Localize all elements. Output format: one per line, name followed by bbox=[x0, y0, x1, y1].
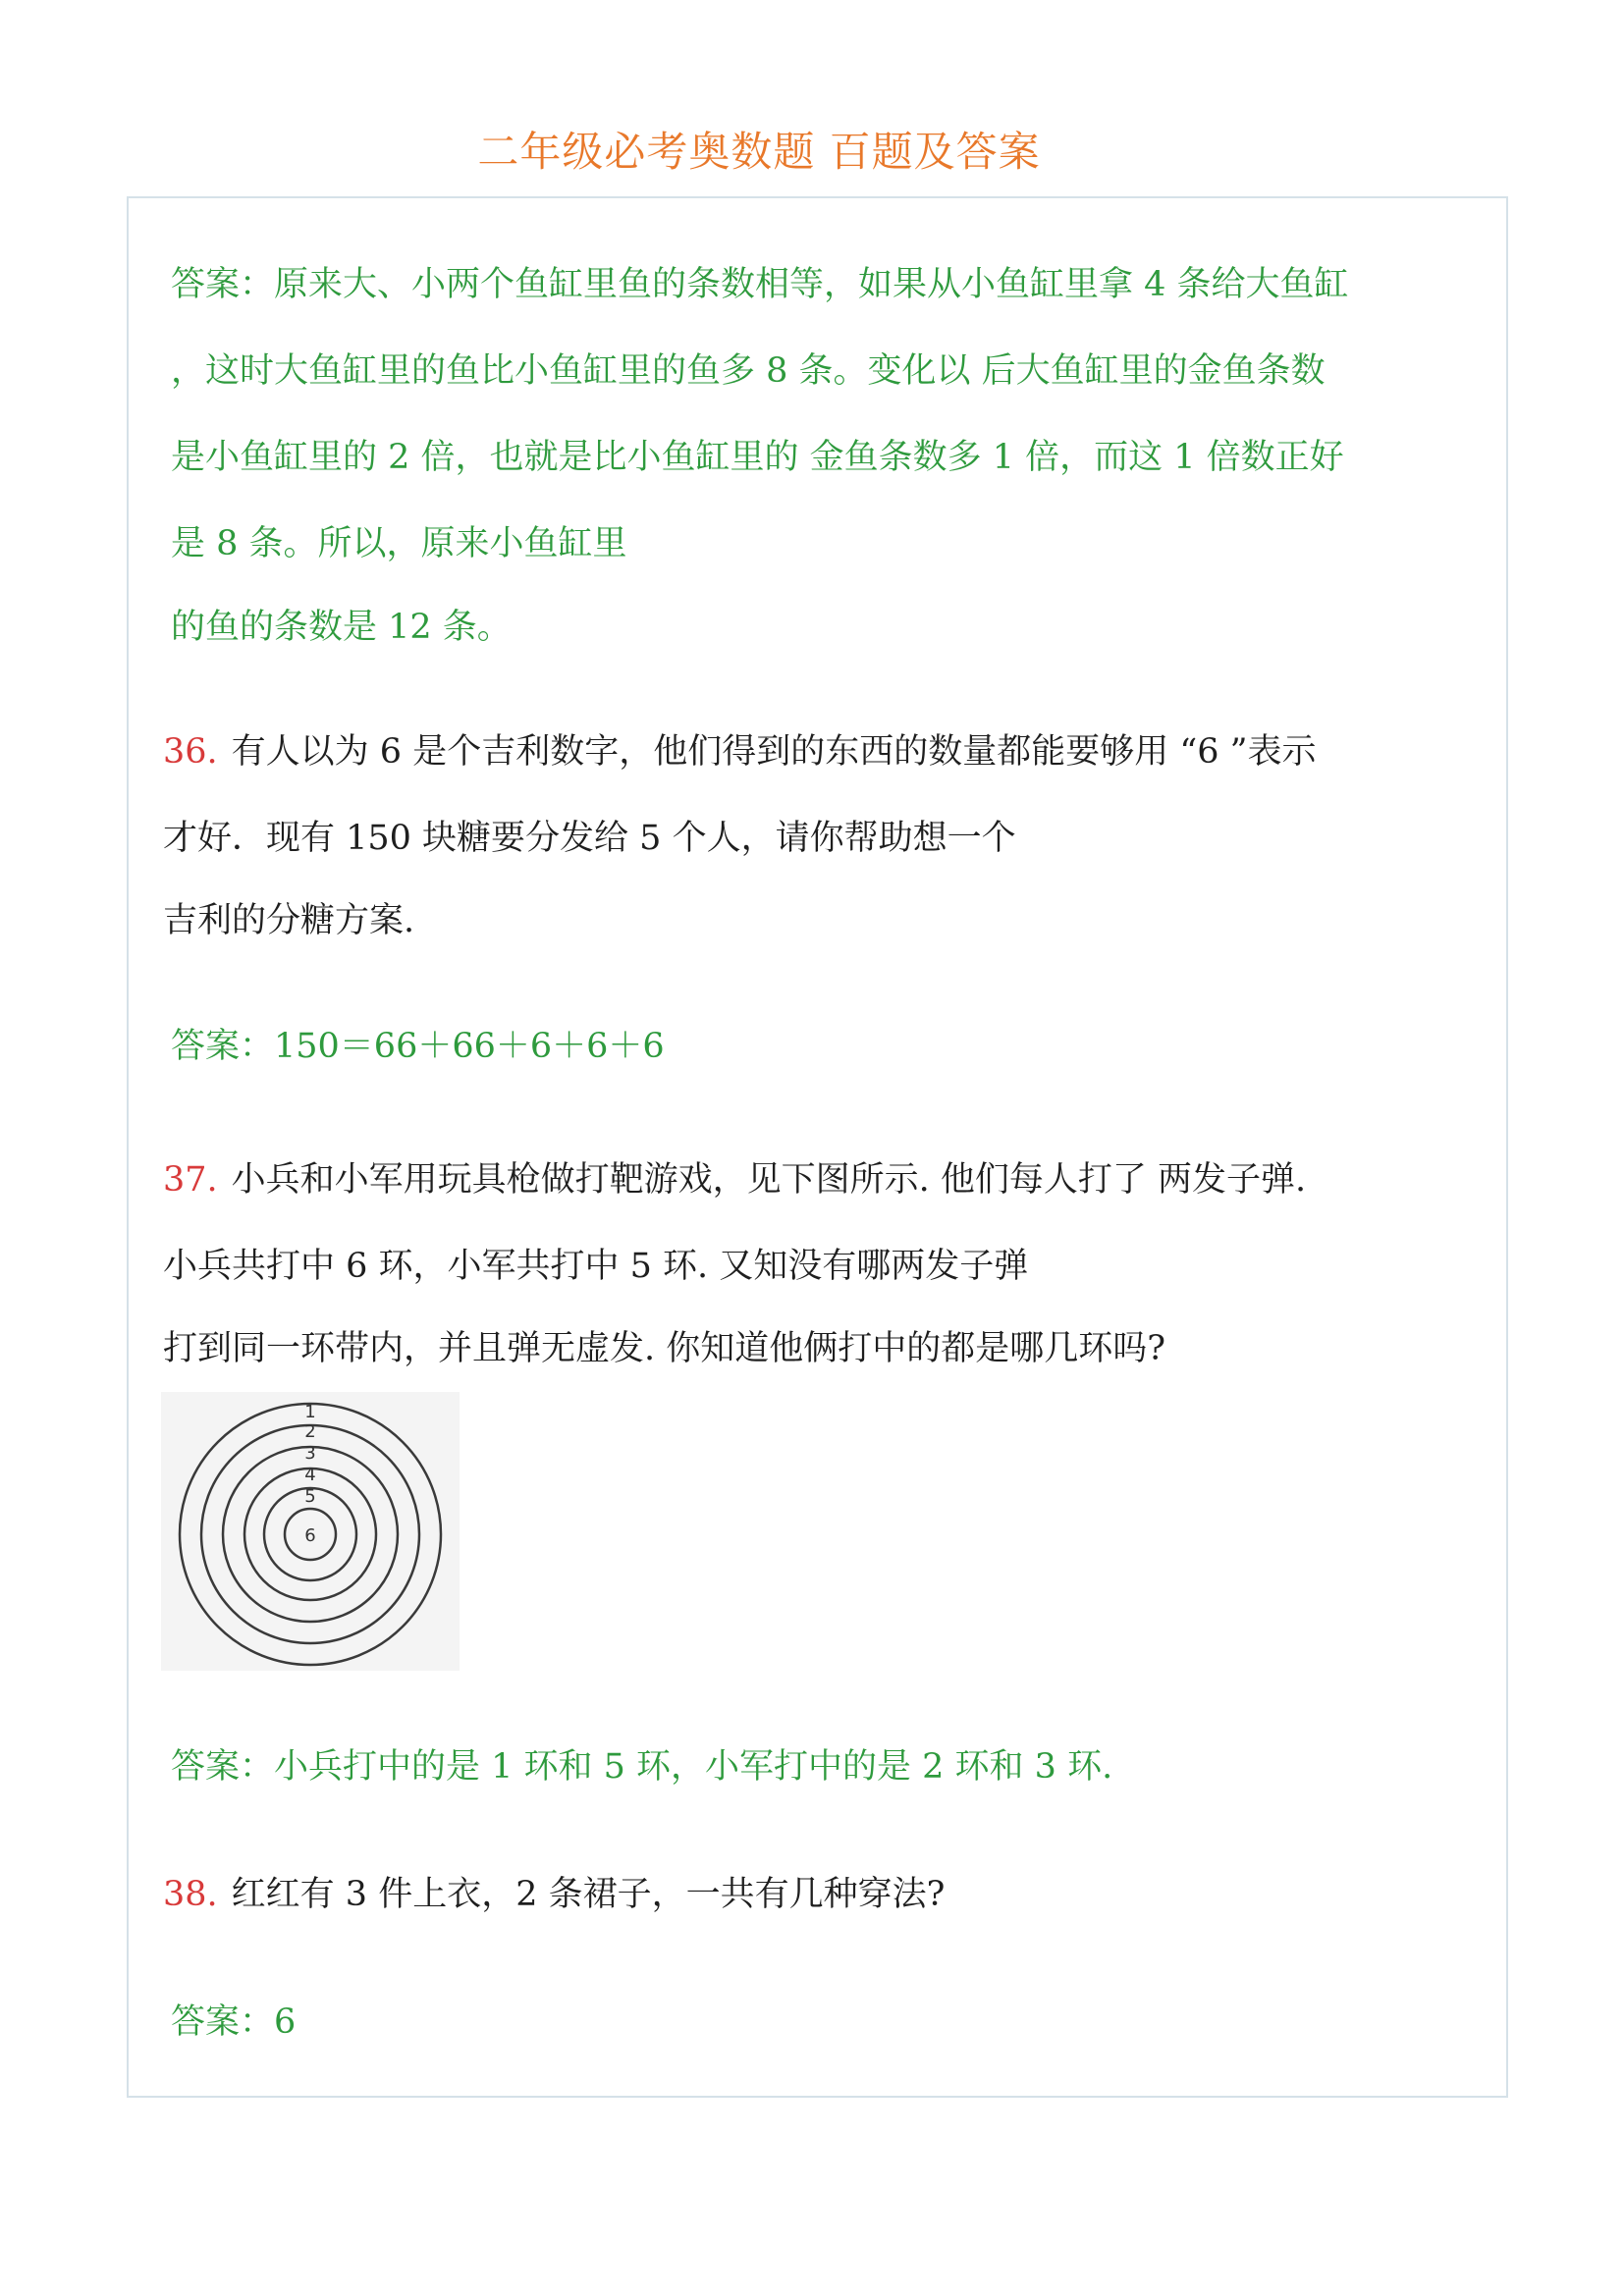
question-37 bbox=[163, 1137, 1306, 1388]
ring-label-1: 1 bbox=[304, 1402, 316, 1422]
answer-37: 答案：小兵打中的是 1 环和 5 环，小军打中的是 2 环和 3 环. bbox=[171, 1747, 1113, 1787]
question-36-line-1: 有人以为 6 是个吉利数字，他们得到的东西的数量都能要够用 “6 ”表示 bbox=[231, 732, 1317, 772]
question-36-line-3: 吉利的分糖方案. bbox=[163, 901, 415, 940]
ring-label-6: 6 bbox=[304, 1525, 316, 1546]
ring-label-3: 3 bbox=[304, 1443, 316, 1464]
page-title: 二年级必考奥数题 百题及答案 bbox=[477, 128, 1041, 176]
question-37-line-3: 打到同一环带内，并且弹无虚发. 你知道他俩打中的都是哪几环吗? bbox=[163, 1329, 1166, 1368]
target-rings-svg bbox=[161, 1392, 460, 1671]
question-36-number: 36. bbox=[163, 732, 218, 772]
target-diagram bbox=[161, 1392, 460, 1671]
answer-35-line-2: ，这时大鱼缸里的鱼比小鱼缸里的鱼多 8 条。变化以 后大鱼缸里的金鱼条数 bbox=[171, 351, 1326, 391]
question-38 bbox=[163, 1851, 945, 1938]
question-37-line-1: 小兵和小军用玩具枪做打靶游戏，见下图所示. 他们每人打了 两发子弹. bbox=[231, 1160, 1307, 1200]
ring-label-5: 5 bbox=[304, 1486, 316, 1507]
ring-label-2: 2 bbox=[304, 1421, 316, 1442]
ring-label-4: 4 bbox=[304, 1465, 316, 1485]
answer-35-line-3: 是小鱼缸里的 2 倍，也就是比小鱼缸里的 金鱼条数多 1 倍，而这 1 倍数正好 bbox=[171, 438, 1344, 477]
answer-35 bbox=[171, 241, 1349, 667]
answer-35-line-5: 的鱼的条数是 12 条。 bbox=[171, 608, 512, 647]
answer-35-line-4: 是 8 条。所以，原来小鱼缸里 bbox=[171, 524, 627, 563]
question-38-number: 38. bbox=[163, 1875, 218, 1914]
question-36-line-2: 才好．现有 150 块糖要分发给 5 个人，请你帮助想一个 bbox=[163, 819, 1016, 858]
answer-38: 答案：6 bbox=[171, 2002, 297, 2042]
question-36 bbox=[163, 709, 1317, 960]
question-37-number: 37. bbox=[163, 1160, 218, 1200]
answer-35-line-1: 答案：原来大、小两个鱼缸里鱼的条数相等，如果从小鱼缸里拿 4 条给大鱼缸 bbox=[171, 265, 1349, 304]
question-37-line-2: 小兵共打中 6 环，小军共打中 5 环. 又知没有哪两发子弹 bbox=[163, 1247, 1029, 1286]
answer-36: 答案：150＝66＋66＋6＋6＋6 bbox=[171, 1027, 665, 1066]
question-38-text: 红红有 3 件上衣，2 条裙子，一共有几种穿法? bbox=[231, 1875, 946, 1914]
